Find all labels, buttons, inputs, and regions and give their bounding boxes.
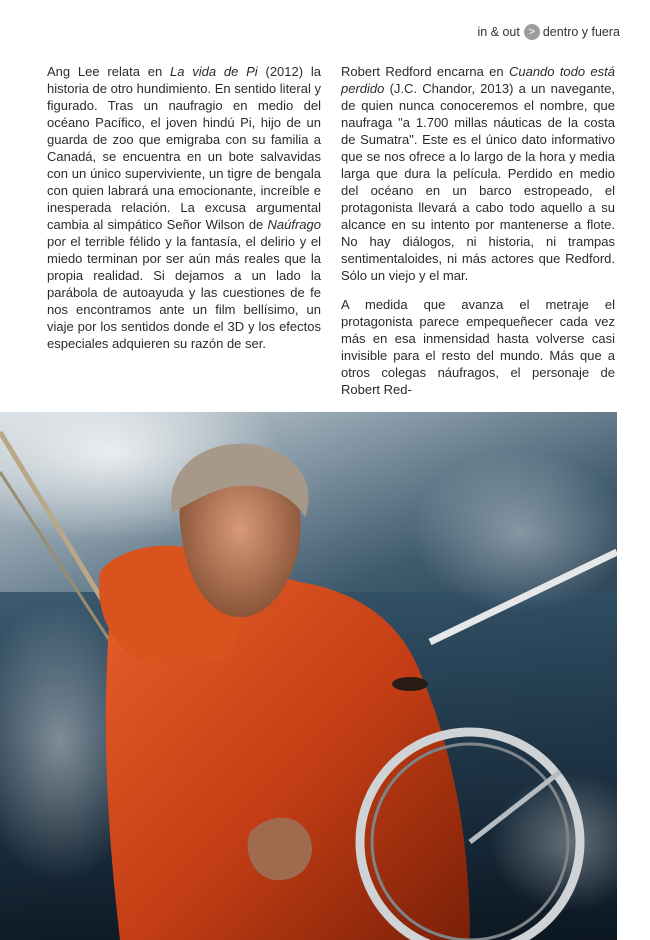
text: (J.C. Chandor, 2013) a un navegante, de quien nunca conoceremos el nombre, que naufraga "a 1.700 millas náuticas de la costa de Sumatra". Este es el único dato informativo que se nos ofrece a lo largo de la hora y media larga que dura la película. Perdido en medio del océano en un barco estropeado, el protagonista llevará a cabo todo aquello a su alcance en su intento por mantenerse a flote. No hay diálogos, ni historia, ni trampas sentimentaloides, ni más actores que Redford. Sólo un viejo y el mar. xyxy=(341,81,615,283)
film-still-image xyxy=(0,412,617,940)
right-paragraph-2: A medida que avanza el metraje el protagonista parece empequeñecer cada vez más en esa inmensidad hasta volverse casi invisible para el resto del mundo. Más que a otros colegas náufragos, el personaje de Robert Red- xyxy=(341,297,615,397)
film-title: La vida de Pi xyxy=(169,64,258,79)
left-paragraph xyxy=(47,63,321,352)
film-title: Naúfrago xyxy=(267,217,321,232)
right-paragraph-1 xyxy=(341,63,615,284)
text: Robert Redford encarna en xyxy=(341,64,509,79)
text: por el terrible félido y la fantasía, el delirio y el miedo terminan por ser aún más reales que la propia realidad. Si dejamos a un lado la parábola de autoayuda y las cuestiones de fe nos encontramos ante un film bellísimo, un viaje por los sentidos donde el 3D y los efectos especiales adquieren su razón de ser. xyxy=(47,234,321,351)
text: (2012) la historia de otro hundimiento. En sentido literal y figurado. Tras un naufragio en medio del océano Pacífico, el joven hindú Pi, hijo de un guarda de zoo que emigraba con su familia a Canadá, se encuentra en un bote salvavidas con un único superviviente, un tigre de bengala con quien labrará una emocionante, increíble e inesperada relación. La excusa argumental cambia al simpático Señor Wilson de xyxy=(47,64,321,232)
chevron-right-icon: > xyxy=(524,24,540,40)
section-label: in & out xyxy=(477,25,520,39)
text: Ang Lee relata en xyxy=(47,64,170,79)
left-column xyxy=(47,63,321,364)
subsection-label: dentro y fuera xyxy=(542,25,620,39)
film-title: Cuando todo está perdido xyxy=(341,64,616,96)
right-column xyxy=(341,63,615,410)
section-header xyxy=(477,22,620,42)
